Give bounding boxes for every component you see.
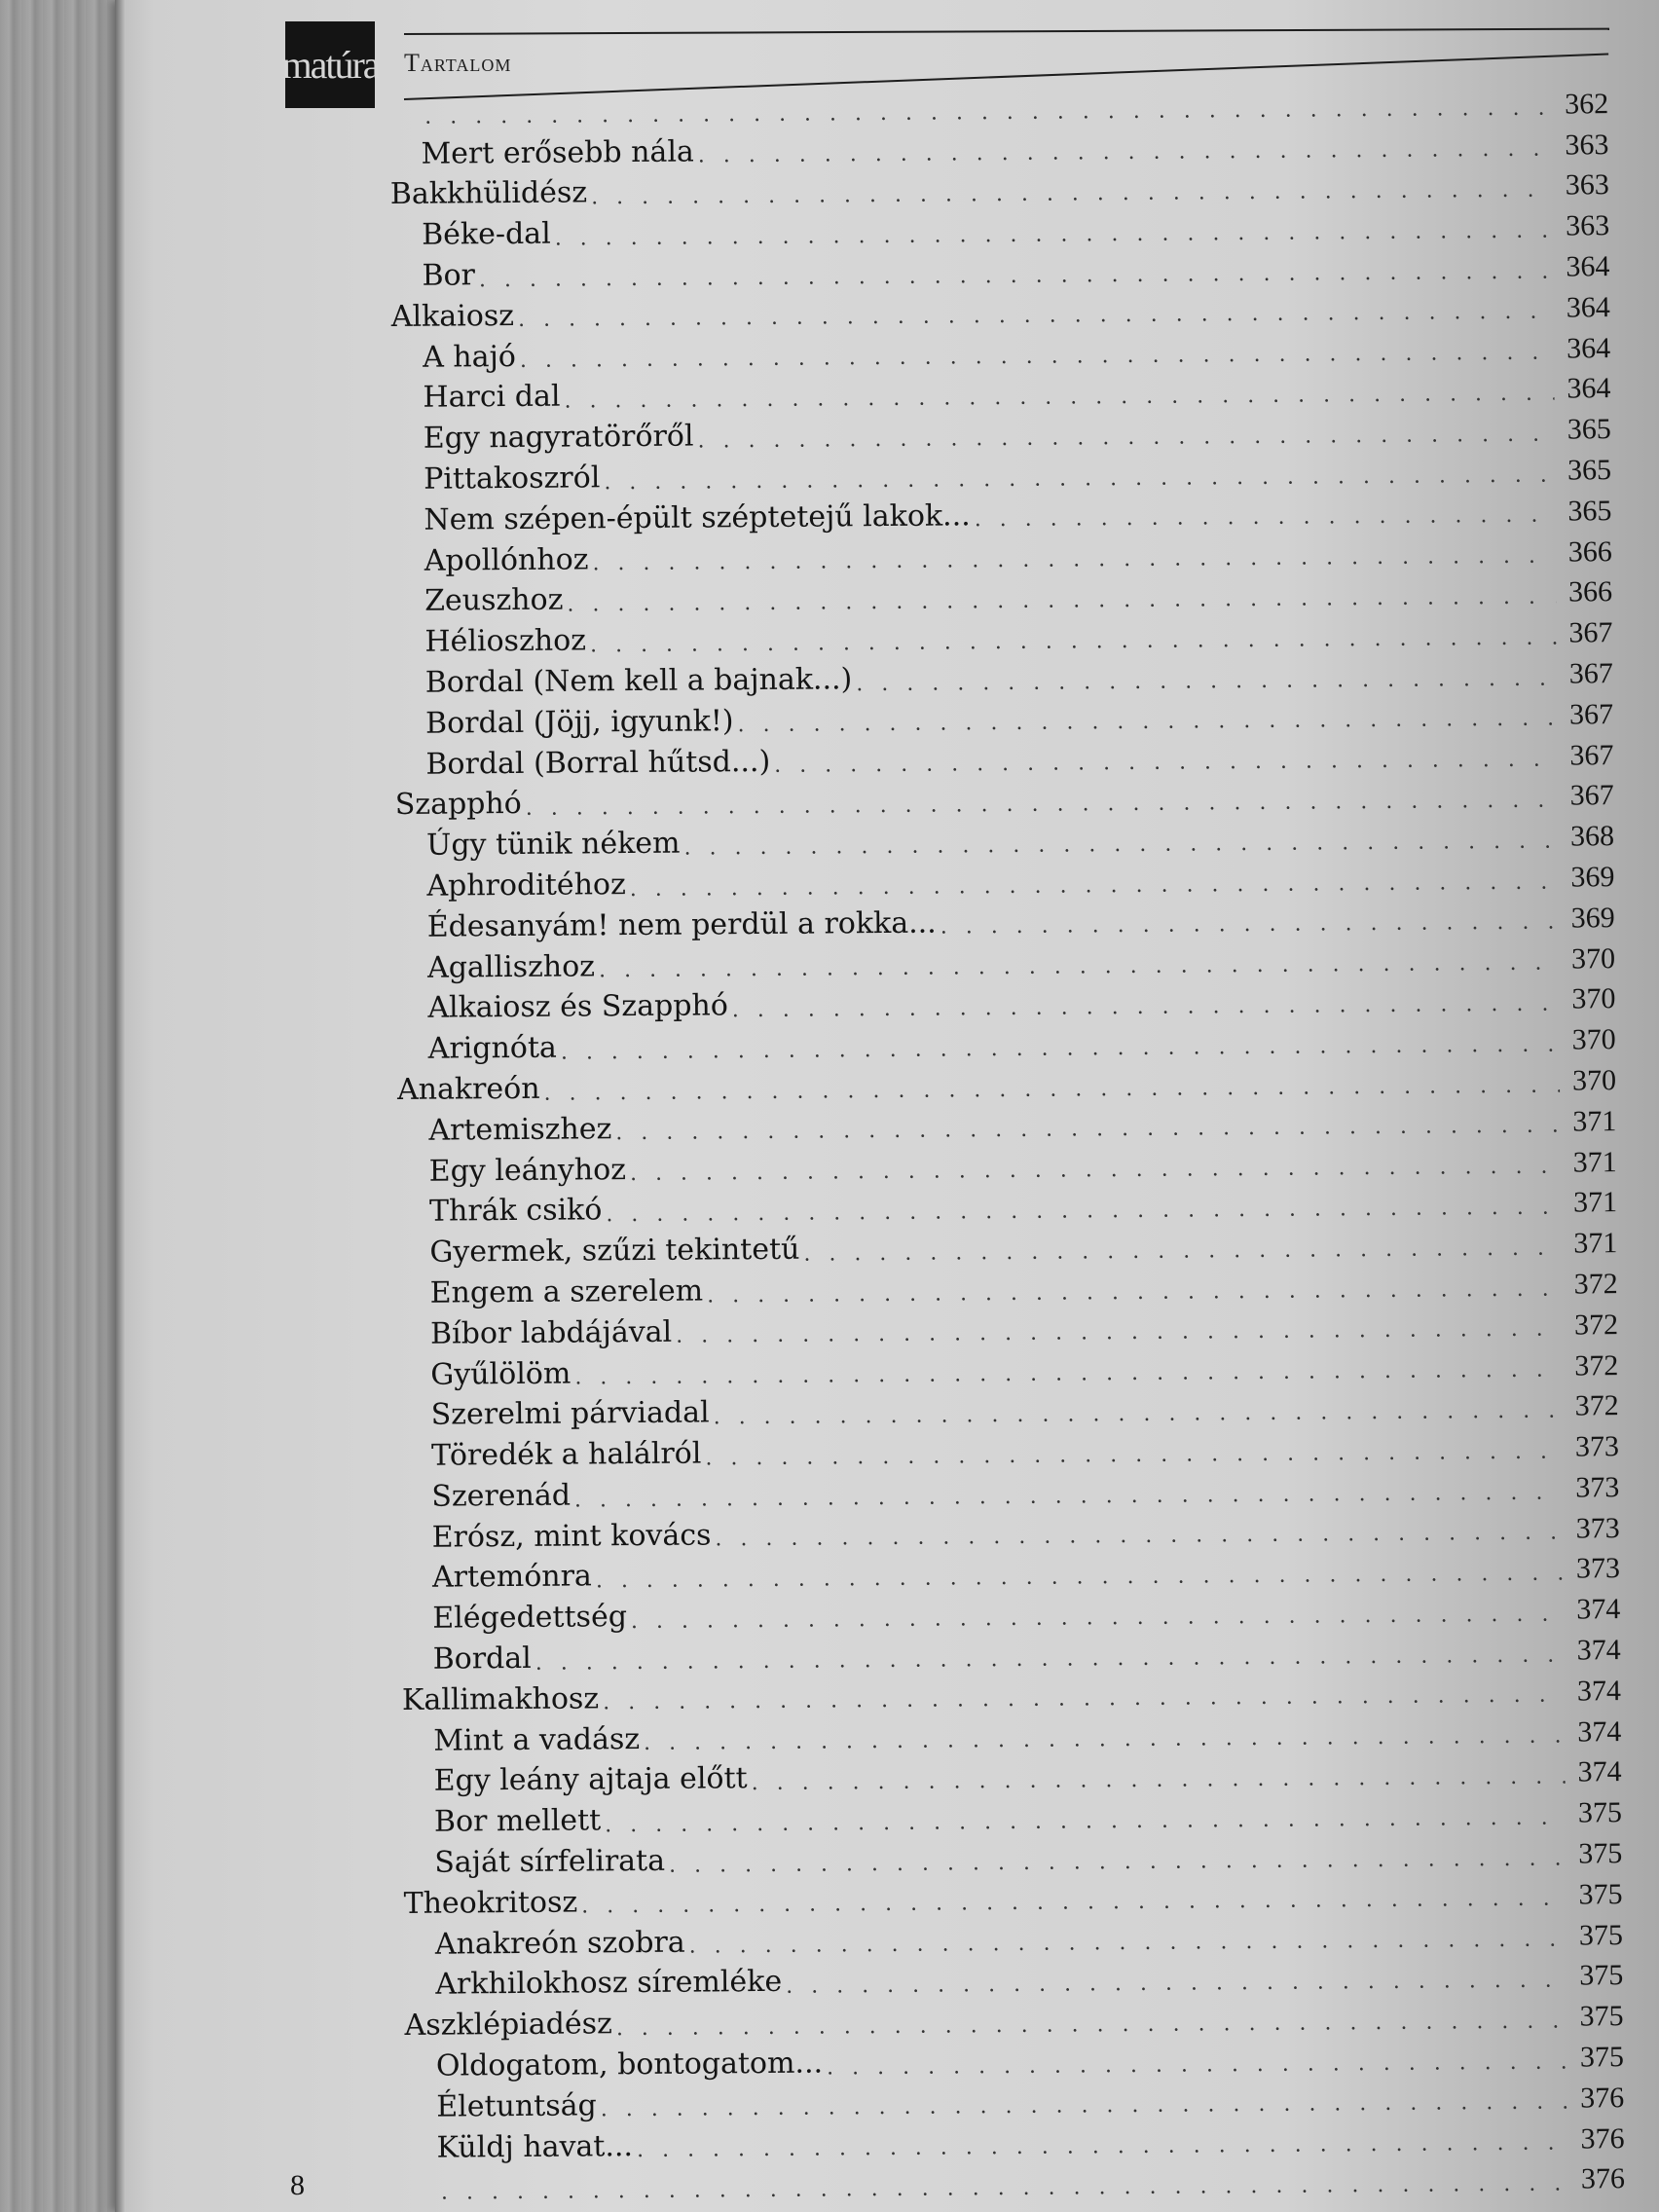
- toc-entry-page: 362: [1565, 87, 1609, 121]
- toc-entry-title: Engem a szerelem: [429, 1273, 704, 1310]
- toc-entry-title: Mert erősebb nála: [421, 134, 694, 171]
- toc-entry-title: Töredék a halálról: [430, 1436, 702, 1473]
- toc-entry-title: Bakkhülidész: [389, 175, 588, 212]
- toc-entry-page: 373: [1575, 1471, 1620, 1504]
- toc-entry-title: Bíbor labdájával: [429, 1314, 673, 1351]
- toc-entry-title: Bordal (Nem kell a bajnak...): [424, 662, 853, 700]
- toc-entry-page: 374: [1577, 1714, 1622, 1749]
- toc-entry-page: 375: [1578, 1877, 1623, 1911]
- toc-entry-page: 363: [1566, 209, 1610, 242]
- toc-entry-title: Oldogatom, bontogatom...: [435, 2046, 824, 2083]
- toc-entry-title: Szerelmi párviadal: [430, 1395, 710, 1433]
- toc-entry-title: Hélioszhoz: [424, 623, 587, 659]
- toc-entry-page: 376: [1580, 2121, 1625, 2156]
- toc-entry-page: 367: [1568, 697, 1614, 731]
- toc-entry-title: Thrák csikó: [428, 1193, 603, 1230]
- toc-entry-title: Arkhilokhosz síremléke: [435, 1965, 783, 2003]
- toc-entry-page: 375: [1578, 1837, 1623, 1870]
- toc-entry-title: Kallimakhosz: [401, 1681, 600, 1717]
- toc-leader-dots: [940, 910, 1559, 940]
- toc-entry-page: 372: [1574, 1348, 1619, 1382]
- toc-entry-title: Anakreón: [396, 1071, 540, 1107]
- toc-entry-title: Mint a vadász: [433, 1721, 641, 1758]
- toc-entry-title: Zeuszhoz: [424, 582, 564, 619]
- toc-entry-page: 369: [1570, 861, 1615, 894]
- toc-entry-page: 367: [1568, 616, 1613, 649]
- toc-entry-page: 371: [1572, 1104, 1617, 1138]
- toc-entry-page: 367: [1568, 657, 1613, 690]
- toc-entry-page: 371: [1572, 1186, 1618, 1219]
- toc-entry-page: 375: [1579, 2000, 1624, 2033]
- toc-entry-title: Saját sírfelirata: [434, 1843, 666, 1880]
- section-title: Tartalom: [404, 49, 512, 77]
- toc-entry-page: 375: [1578, 1918, 1624, 1952]
- toc-entry-title: Bordal: [432, 1641, 532, 1677]
- toc-entry-title: Bor mellett: [433, 1803, 602, 1839]
- toc-entry-title: Gyűlölöm: [430, 1356, 571, 1392]
- toc-entry-page: 374: [1576, 1634, 1621, 1667]
- toc-entry-page: 367: [1569, 738, 1614, 772]
- toc-entry-title: Bordal (Borral hűtsd...): [425, 744, 771, 782]
- toc-entry-page: 365: [1567, 494, 1612, 528]
- toc-entry-page: 376: [1580, 2162, 1626, 2195]
- toc-entry-page: 365: [1567, 413, 1611, 446]
- toc-entry-title: Theokritosz: [403, 1885, 578, 1921]
- toc-leader-dots: [975, 503, 1556, 534]
- toc-entry-title: Egy leányhoz: [428, 1152, 627, 1189]
- toc-entry-title: Artemiszhez: [428, 1111, 612, 1148]
- toc-entry-title: Egy nagyratörőről: [423, 419, 694, 456]
- toc-entry-page: 363: [1565, 168, 1609, 202]
- toc-entry-page: 365: [1567, 454, 1612, 487]
- toc-entry-title: Harci dal: [423, 380, 561, 416]
- toc-entry-page: 373: [1575, 1552, 1621, 1585]
- toc-entry-page: 372: [1573, 1308, 1619, 1342]
- toc-entry-title: Elégedettség: [432, 1600, 628, 1636]
- toc-entry-page: 372: [1574, 1389, 1619, 1422]
- toc-entry-title: Alkaiosz: [390, 298, 515, 334]
- toc-entry-title: Küldj havat...: [436, 2128, 634, 2165]
- toc-entry-page: 363: [1565, 128, 1609, 162]
- toc-entry-title: Nem szépen-épült széptetejű lakok...: [424, 498, 971, 537]
- toc-entry-page: 366: [1567, 575, 1613, 608]
- toc-entry-page: 374: [1577, 1755, 1622, 1788]
- page-edge: [115, 0, 125, 2212]
- toc-entry-title: Artemónra: [431, 1559, 593, 1596]
- toc-entry-page: 375: [1579, 1959, 1624, 1992]
- wooden-background: [0, 0, 127, 2212]
- toc-entry-page: 376: [1580, 2081, 1625, 2115]
- toc-entry-title: Aphroditéhoz: [426, 867, 626, 903]
- toc-entry-page: 370: [1571, 1064, 1617, 1097]
- toc-entry-title: Anakreón szobra: [434, 1925, 685, 1962]
- toc-entry-title: Bordal (Jöjj, igyunk!): [424, 703, 734, 741]
- toc-entry-page: 370: [1570, 941, 1616, 976]
- publisher-logo: [281, 21, 379, 108]
- toc-entry-title: Bor: [422, 258, 476, 293]
- toc-entry-title: Gyermek, szűzi tekintetű: [429, 1232, 800, 1270]
- table-of-contents: [389, 81, 1625, 2206]
- toc-entry-title: Egy leány ajtaja előtt: [433, 1761, 748, 1799]
- toc-entry-title: A hajó: [423, 339, 517, 375]
- toc-entry-page: 364: [1567, 372, 1611, 405]
- toc-entry-page: 373: [1574, 1430, 1620, 1463]
- toc-entry-title: Pittakoszról: [423, 461, 601, 497]
- toc-entry-page: 369: [1570, 901, 1615, 935]
- toc-entry-page: 375: [1579, 2041, 1625, 2074]
- toc-entry-title: Édesanyám! nem perdül a rokka...: [426, 905, 937, 944]
- toc-entry-title: Szerenád: [431, 1478, 571, 1514]
- toc-entry-page: 364: [1566, 331, 1611, 365]
- toc-entry-page: 374: [1576, 1593, 1621, 1626]
- toc-entry-title: Agalliszhoz: [426, 948, 596, 985]
- toc-entry-title: Arignóta: [427, 1030, 558, 1066]
- toc-entry-page: 366: [1567, 535, 1612, 569]
- toc-entry-page: 374: [1576, 1674, 1622, 1708]
- toc-entry-title: Erósz, mint kovács: [431, 1518, 712, 1555]
- toc-entry-page: 370: [1571, 982, 1616, 1015]
- toc-entry-title: Alkaiosz és Szapphó: [427, 988, 728, 1026]
- toc-entry-title: Életuntság: [436, 2088, 597, 2124]
- toc-entry-page: 370: [1571, 1023, 1616, 1056]
- page-number: 8: [290, 2169, 305, 2201]
- toc-entry-title: Úgy tünik nékem: [425, 826, 681, 863]
- toc-entry-page: 367: [1569, 779, 1614, 812]
- toc-entry-page: 373: [1575, 1511, 1620, 1545]
- toc-entry-page: 371: [1572, 1145, 1617, 1179]
- toc-entry-page: 364: [1566, 290, 1610, 324]
- toc-entry-title: Apollónhoz: [424, 541, 589, 578]
- toc-entry-page: 364: [1566, 250, 1610, 283]
- publisher-logo-text: matúra: [281, 43, 379, 87]
- toc-entry-page: 371: [1573, 1227, 1618, 1260]
- toc-entry-title: Aszklépiadész: [404, 2007, 612, 2044]
- toc-leader-dots: [856, 666, 1557, 697]
- toc-entry-title: Béke-dal: [422, 216, 551, 252]
- toc-entry-page: 372: [1573, 1268, 1618, 1301]
- toc-entry-title: Szapphó: [394, 787, 522, 823]
- toc-entry-page: 375: [1577, 1796, 1623, 1829]
- toc-entry-page: 368: [1569, 820, 1615, 853]
